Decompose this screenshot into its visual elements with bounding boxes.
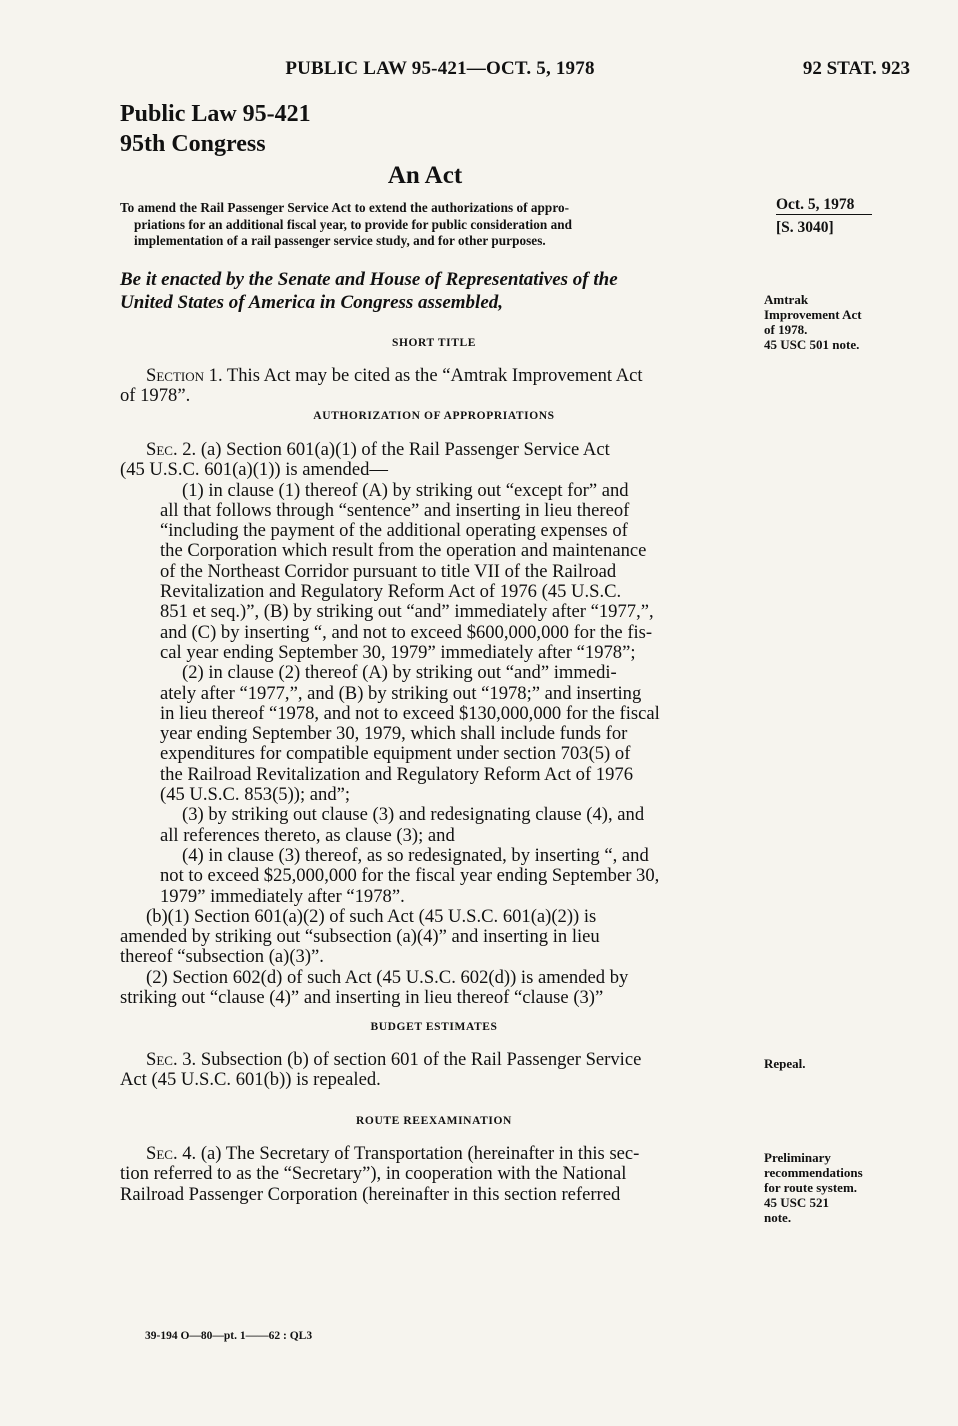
section-2: Sec. 2. (a) Section 601(a)(1) of the Rail Passenger Service Act (45 U.S.C. 601(a)(1)) is amended— (1) in clause (1) thereof (A) by striking out “except for” and all that follows through “sentence” and inserting in lieu thereof “including the payment of the additional operating expenses of the Corporation which result from the operation and maintenance of the Northeast Corridor pursuant to title VII of the Railroad Revitalization and Regulatory Reform Act of 1976 (45 U.S.C. 851 et seq.)”, (B) by striking out “and” immediately after “1977,”, and (C) by inserting “, and not to exceed $600,000,000 for the fis- cal year ending September 30, 1979” immediately after “1978”; (2) in clause (2) thereof (A) by striking out “and” immedi- ately after “1977,”, and (B) by striking out “1978;” and inserting in lieu thereof “1978, and not to exceed $130,000,000 for the fiscal year ending September 30, 1979, which shall include funds for expenditures for compatible equipment under section 703(5) of the Railroad Revitalization and Regulatory Reform Act of 1976 (45 U.S.C. 853(5)); and”; (3) by striking out clause (3) and redesignating clause (4), and all references thereto, as clause (3); and (4) in clause (3) thereof, as so redesignated, by inserting “, and not to exceed $25,000,000 for the fiscal year ending September 30, 1979” immediately after “1978”. (b)(1) Section 601(a)(2) of such Act (45 U.S.C. 601(a)(2)) is amended by striking out “subsection (a)(4)” and inserting in lieu thereof “subsection (a)(3)”. (2) Section 602(d) of such Act (45 U.S.C. 602(d)) is amended by striking out “clause (4)” and inserting in lieu thereof “clause (3)” xyxy=(120,439,660,1009)
margin-note-short-title: Amtrak Improvement Act of 1978. 45 USC 501 note. xyxy=(764,292,862,352)
margin-note-repeal: Repeal. xyxy=(764,1056,806,1071)
purpose-line: implementation of a rail passenger service study, and for other purposes. xyxy=(134,233,546,248)
public-law-number: Public Law 95-421 xyxy=(120,101,311,127)
section-4: Sec. 4. (a) The Secretary of Transportation (hereinafter in this sec- tion referred to as the “Secretary”), in cooperation with the National Railroad Passenger Corporation (hereinafter in this section referred xyxy=(120,1143,640,1205)
statute-page-number: 92 STAT. 923 xyxy=(802,58,910,79)
heading-short-title: SHORT TITLE xyxy=(391,337,477,349)
an-act-heading: An Act xyxy=(387,162,463,189)
enacting-clause: Be it enacted by the Senate and House of Representatives of the United States of America in Congress assembled, xyxy=(120,269,618,313)
printer-footer: 39-194 O—80—pt. 1——62 : QL3 xyxy=(145,1330,313,1342)
section-label: Sec. 2. xyxy=(146,439,197,460)
heading-authorization: AUTHORIZATION OF APPROPRIATIONS xyxy=(313,410,555,422)
section-label: Sec. 4. xyxy=(146,1143,197,1164)
heading-budget-estimates: BUDGET ESTIMATES xyxy=(370,1021,498,1033)
section-3: Sec. 3. Subsection (b) of section 601 of the Rail Passenger Service Act (45 U.S.C. 601(b)) is repealed. xyxy=(120,1049,642,1091)
heading-route-reexamination: ROUTE REEXAMINATION xyxy=(356,1115,512,1127)
enactment-date: Oct. 5, 1978 xyxy=(776,196,872,215)
section-label: Sec. 3. xyxy=(146,1049,197,1070)
running-header: PUBLIC LAW 95-421—OCT. 5, 1978 xyxy=(285,58,595,79)
purpose-line: To amend the Rail Passenger Service Act to extend the authorizations of appro- xyxy=(120,200,570,215)
bill-number: [S. 3040] xyxy=(776,219,834,236)
purpose-line: priations for an additional fiscal year, to provide for public consideration and xyxy=(134,216,573,232)
congress-number: 95th Congress xyxy=(120,131,266,157)
section-label: Section 1. xyxy=(146,365,223,386)
margin-note-route: Preliminary recommendations for route system. 45 USC 521 note. xyxy=(764,1150,863,1225)
act-purpose xyxy=(120,200,748,250)
section-1: Section 1. This Act may be cited as the “Amtrak Improvement Act of 1978”. xyxy=(120,365,643,407)
